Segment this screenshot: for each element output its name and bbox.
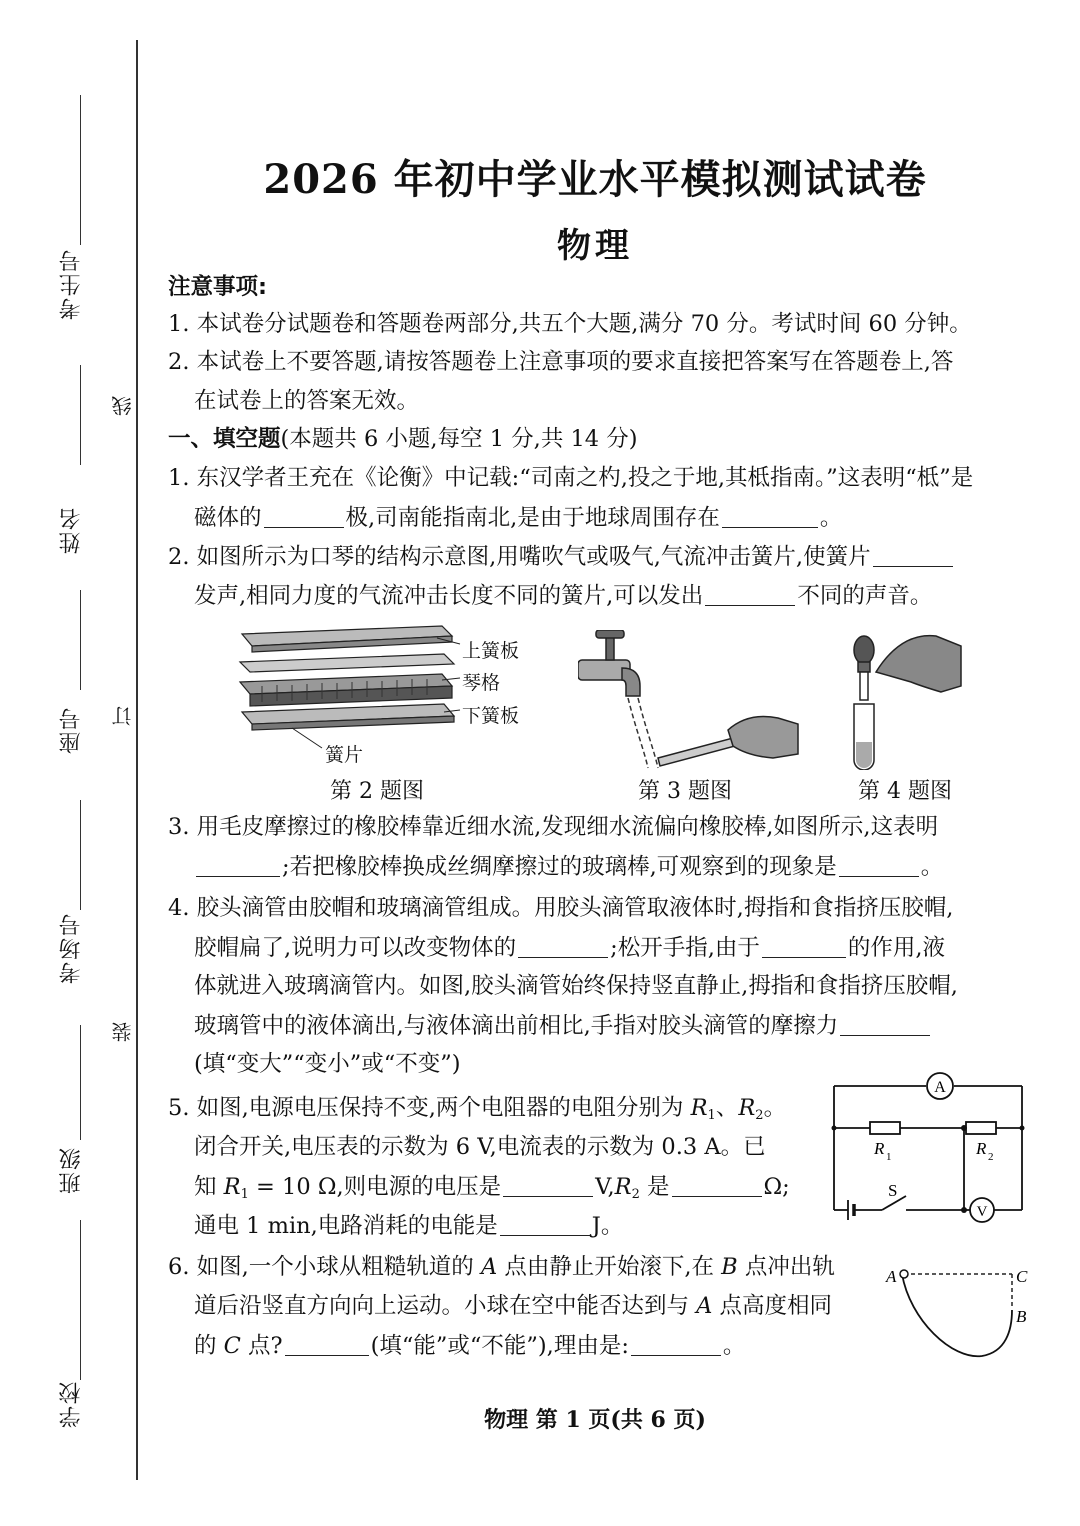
circuit-r2-label: R <box>976 1139 987 1158</box>
caption-fig-3: 第 3 题图 <box>638 779 732 804</box>
q3-line-1: 3. 用毛皮摩擦过的橡胶棒靠近细水流,发现细水流偏向橡胶棒,如图所示,这表明 <box>168 814 939 840</box>
q2-blank-2[interactable] <box>705 584 795 606</box>
q5-text-end: 。 <box>763 1095 787 1121</box>
q4-line-2 <box>194 936 945 960</box>
circuit-r2-sub: 2 <box>988 1151 994 1163</box>
subject-title: 物理 <box>557 226 633 266</box>
notes-item-2a: 2. 本试卷上不要答题,请按答题卷上注意事项的要求直接把答案写在答题卷上,答 <box>168 349 954 375</box>
q2-text-c: 不同的声音。 <box>797 583 933 609</box>
q5-text-a: 5. 如图,电源电压保持不变,两个电阻器的电阻分别为 <box>168 1095 691 1121</box>
q6-text-d: 道后沿竖直方向向上运动。小球在空中能否达到与 <box>194 1293 697 1319</box>
name-label: 姓名 <box>59 506 84 554</box>
q6-blank-1[interactable] <box>285 1334 369 1356</box>
q4-text-b: ;松开手指,由于 <box>610 935 760 961</box>
q5-text-e: 是 <box>639 1174 670 1200</box>
page-footer: 物理 第 1 页(共 6 页) <box>484 1407 706 1433</box>
section-1-title: 一、填空题 <box>168 426 281 452</box>
circuit-r1-label: R <box>874 1139 885 1158</box>
q4-line-4 <box>194 1014 932 1038</box>
q5-r1-b: R <box>223 1174 241 1200</box>
q6-line-3 <box>194 1334 745 1358</box>
q4-line-5: (填“变大”“变小”或“不变”) <box>194 1051 461 1077</box>
seat-line <box>80 590 81 690</box>
q4-blank-2[interactable] <box>762 936 846 958</box>
exam-title: 2026 年初中学业水平模拟测试试卷 <box>263 156 927 203</box>
q1-blank-2[interactable] <box>722 506 818 528</box>
notes-item-1: 1. 本试卷分试题卷和答题卷两部分,共五个大题,满分 70 分。考试时间 60 分钟。 <box>168 311 972 337</box>
notes-item-2b: 在试卷上的答案无效。 <box>194 388 420 414</box>
q3-text-a: ;若把橡胶棒换成丝绸摩擦过的玻璃棒,可观察到的现象是 <box>282 854 837 880</box>
q5-line-4 <box>194 1214 623 1238</box>
q6-text-i: 。 <box>722 1333 746 1359</box>
cut-mark-ding: 订 <box>111 706 135 726</box>
q1-line-2 <box>194 506 842 530</box>
q6-text-a: 6. 如图,一个小球从粗糙轨道的 <box>168 1254 481 1280</box>
cut-mark-zhuang: 装 <box>111 1022 135 1042</box>
cut-mark-line: 线 <box>111 396 135 416</box>
q3-blank-1[interactable] <box>196 855 280 877</box>
school-label: 学校 <box>59 1380 84 1428</box>
q3-blank-2[interactable] <box>839 855 919 877</box>
q2-line-1 <box>168 545 955 569</box>
q6-text-e: 点高度相同 <box>712 1293 833 1319</box>
q5-r1-sub-b: 1 <box>240 1187 249 1202</box>
q4-line-1: 4. 胶头滴管由胶帽和玻璃滴管组成。用胶头滴管取液体时,拇指和食指挤压胶帽, <box>168 895 954 921</box>
q6-point-a: A <box>480 1254 498 1280</box>
q5-blank-2[interactable] <box>672 1175 762 1197</box>
track-point-a: A <box>886 1267 897 1286</box>
q1-blank-1[interactable] <box>264 506 344 528</box>
q6-text-f: 的 <box>194 1333 224 1359</box>
q5-line-3 <box>194 1175 790 1201</box>
q6-line-1 <box>168 1256 835 1279</box>
q6-text-h: (填“能”或“不能”),理由是: <box>370 1333 629 1359</box>
circuit-r1-sub: 1 <box>886 1151 892 1163</box>
harmonica-label-upper: 上簧板 <box>462 640 520 662</box>
q4-blank-3[interactable] <box>840 1014 930 1036</box>
q5-text-d: V, <box>595 1174 615 1200</box>
q6-text-g: 点? <box>240 1333 283 1359</box>
circuit-voltmeter-label: V <box>976 1204 988 1220</box>
circuit-switch-label: S <box>888 1181 898 1200</box>
q2-blank-1[interactable] <box>873 545 953 567</box>
q5-text-h: J。 <box>591 1213 624 1239</box>
notes-heading: 注意事项: <box>168 274 267 300</box>
section-1-desc: (本题共 6 小题,每空 1 分,共 14 分) <box>280 426 638 452</box>
q6-point-c: C <box>223 1333 241 1359</box>
q5-blank-1[interactable] <box>503 1175 593 1197</box>
caption-fig-4: 第 4 题图 <box>858 779 952 804</box>
q5-text-f: Ω; <box>763 1174 790 1200</box>
q2-text-b: 发声,相同力度的气流冲击长度不同的簧片,可以发出 <box>194 583 704 609</box>
q5-r2-b: R <box>614 1174 632 1200</box>
harmonica-label-comb: 琴格 <box>462 672 501 694</box>
q3-line-2 <box>194 855 943 879</box>
q5-blank-3[interactable] <box>500 1214 590 1236</box>
q4-text-c: 的作用,液 <box>847 935 946 961</box>
q6-text-b: 点由静止开始滚下,在 <box>497 1254 722 1280</box>
q5-r2-sub: 2 <box>755 1108 764 1123</box>
harmonica-label-reed: 簧片 <box>325 744 364 766</box>
q6-line-2 <box>194 1295 832 1318</box>
q5-line-2: 闭合开关,电压表的示数为 6 V,电流表的示数为 0.3 A。已 <box>194 1134 766 1160</box>
class-label: 班级 <box>59 1146 84 1194</box>
room-label: 考场号 <box>59 912 84 984</box>
class-line <box>80 1025 81 1140</box>
q6-text-c: 点冲出轨 <box>737 1254 835 1280</box>
q2-line-2 <box>194 584 932 608</box>
q5-r1: R <box>690 1095 708 1121</box>
circuit-diagram <box>830 1070 1030 1230</box>
harmonica-label-lower: 下簧板 <box>462 705 520 727</box>
q5-sep: 、 <box>715 1095 739 1121</box>
q5-text-b: 知 <box>194 1174 224 1200</box>
q5-text-c: = 10 Ω,则电源的电压是 <box>248 1174 502 1200</box>
section-1-heading <box>168 428 638 451</box>
q1-text-b: 极,司南能指南北,是由于地球周围存在 <box>345 505 720 531</box>
circuit-ammeter-label: A <box>934 1079 946 1096</box>
q5-r2-sub-b: 2 <box>631 1187 640 1202</box>
q4-blank-1[interactable] <box>518 936 608 958</box>
exam-no-label: 考生号 <box>59 248 84 320</box>
q6-point-a-2: A <box>696 1293 713 1319</box>
q3-text-b: 。 <box>920 854 944 880</box>
q5-line-1 <box>168 1097 786 1122</box>
track-point-c: C <box>1016 1267 1028 1286</box>
q5-r2: R <box>738 1095 756 1121</box>
faucet-figure <box>578 630 800 770</box>
q2-text-a: 2. 如图所示为口琴的结构示意图,用嘴吹气或吸气,气流冲击簧片,使簧片 <box>168 544 871 570</box>
caption-fig-2: 第 2 题图 <box>330 779 424 804</box>
q4-text-d: 玻璃管中的液体滴出,与液体滴出前相比,手指对胶头滴管的摩擦力 <box>194 1013 839 1039</box>
q6-blank-2[interactable] <box>631 1334 721 1356</box>
seat-label: 座号 <box>59 706 84 754</box>
q1-text-a: 磁体的 <box>194 505 262 531</box>
q1-line-1: 1. 东汉学者王充在《论衡》中记载:“司南之杓,投之于地,其柢指南。”这表明“柢”是 <box>168 465 974 491</box>
school-line <box>80 1220 81 1380</box>
room-line <box>80 800 81 910</box>
q4-text-a: 胶帽扁了,说明力可以改变物体的 <box>194 935 517 961</box>
q5-r1-sub: 1 <box>707 1108 716 1123</box>
track-point-b: B <box>1016 1307 1027 1326</box>
q4-line-3: 体就进入玻璃滴管内。如图,胶头滴管始终保持竖直静止,拇指和食指挤压胶帽, <box>194 973 958 999</box>
q6-point-b: B <box>721 1254 738 1280</box>
q5-text-g: 通电 1 min,电路消耗的电能是 <box>194 1213 498 1239</box>
track-diagram <box>882 1260 1042 1370</box>
name-line <box>80 365 81 465</box>
dropper-figure <box>846 632 966 770</box>
q1-text-c: 。 <box>819 505 843 531</box>
